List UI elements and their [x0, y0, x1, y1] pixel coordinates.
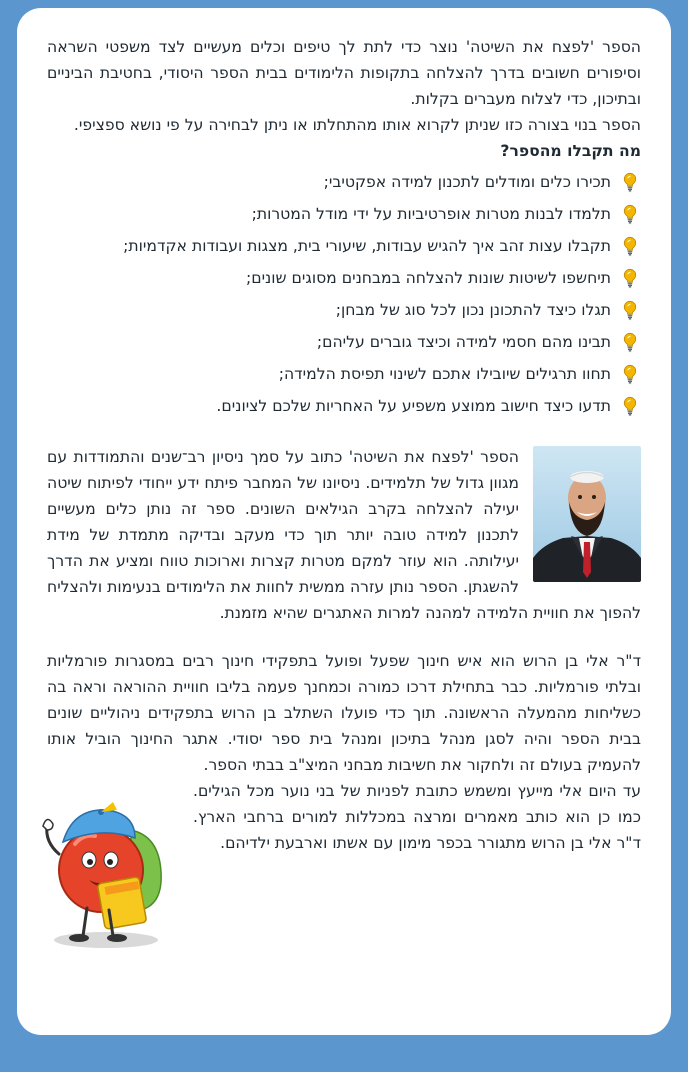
mascot-illustration: [31, 780, 181, 950]
benefit-item: [47, 358, 641, 390]
benefit-text: תגלו כיצד להתכונן נכון לכל סוג של מבחן;: [335, 301, 611, 319]
benefit-item: [47, 294, 641, 326]
benefit-text: תקבלו עצות זהב איך להגיש עבודות, שיעורי בית, מצגות ועבודות אקדמיות;: [123, 237, 611, 255]
benefits-heading: מה תקבלו מהספר?: [500, 142, 641, 160]
benefit-text: תכירו כלים ומודלים לתכנון למידה אפקטיבי;: [323, 173, 611, 191]
benefits-list: [47, 166, 641, 422]
lightbulb-icon: [619, 299, 641, 321]
lightbulb-icon: [619, 363, 641, 385]
intro-paragraph-1: הספר 'לפצח את השיטה' נוצר כדי לתת לך טיפים וכלים מעשיים לצד משפטי השראה וסיפורים חשובים בדרך להצלחה בתקופות הלימודים בבית הספר היסודי, בחטיבת הביניים ובתיכון, כדי לצלוח מעברים בקלות.: [47, 38, 641, 108]
lightbulb-icon: [619, 171, 641, 193]
benefit-text: תחוו תרגילים שיובילו אתכם לשינוי תפיסת הלמידה;: [278, 365, 611, 383]
about-book-paragraph: הספר 'לפצח את השיטה' כתוב על סמך ניסיון רב־שנים והתמודדות עם מגוון גדול של תלמידים. ניסיונו של המחבר פיתח ידע ייחודי לפיתוח שיטה יעילה להצלחה בקרב הגילאים השונים. ספר זה נותן כלים מעשיים לתכנון למידה טובה יותר תוך כדי מעקב ובדיקה מתמדת של מידת יעילותה. הוא עוזר למקם מטרות קצרות וארוכות טווח ומציע את הדרך להשגתן. הספר נותן עזרה ממשית לחוות את הלימודים בנעימות ולהצליח להפוך את חוויית הלמידה למהנה למרות האתגרים שהיא מזמנת.: [47, 448, 641, 622]
lightbulb-icon: [619, 395, 641, 417]
intro-paragraph-2: הספר בנוי בצורה כזו שניתן לקרוא אותו מהתחלתו או ניתן לבחירה על פי נושא ספציפי.: [73, 116, 641, 134]
benefit-item: [47, 166, 641, 198]
benefit-text: תלמדו לבנות מטרות אופרטיביות על ידי מודל המטרות;: [251, 205, 611, 223]
about-author-paragraph-2: עד היום אלי מייעץ ומשמש כתובת לפניות של בני נוער מכל הגילים. כמו כן הוא כותב מאמרים ומרצה במכללות למורים ברחבי הארץ. ד"ר אלי בן הרוש מתגורר בכפר מימון עם אשתו וארבעת ילדיהם.: [193, 782, 641, 852]
about-book-section: [47, 444, 641, 626]
benefit-item: [47, 326, 641, 358]
benefit-text: תיחשפו לשיטות שונות להצלחה במבחנים מסוגים שונים;: [245, 269, 611, 287]
author-photo: [533, 446, 641, 582]
benefit-item: [47, 390, 641, 422]
about-author-section: [47, 648, 641, 856]
lightbulb-icon: [619, 331, 641, 353]
content-card: [17, 8, 671, 1035]
lightbulb-icon: [619, 203, 641, 225]
benefit-item: [47, 230, 641, 262]
about-author-paragraph-1: ד"ר אלי בן הרוש הוא איש חינוך שפעל ופועל בתפקידי חינוך רבים במסגרות פורמליות ובלתי פורמליות. כבר בתחילת דרכו כמורה וכמחנך פעמה בליבו חוויית ההוראה וראה בה כשליחות מהמעלה הראשונה. תוך כדי פועלו השתלב בן הרוש בתפקידים ניהוליים שונים בבית הספר והיה לסגן מנהל בתיכון ומנהל בית ספר יסודי. אתגר החינוך הוביל אותו להעמיק בעולם זה ולחקור את חשיבות מבחני המיצ"ב בבתי הספר.: [47, 652, 641, 774]
benefit-item: [47, 262, 641, 294]
page-content: [47, 34, 641, 950]
benefit-item: [47, 198, 641, 230]
benefit-text: תדעו כיצד חישוב ממוצע משפיע על האחריות שלכם לציונים.: [216, 397, 611, 415]
benefit-text: תבינו מהם חסמי למידה וכיצד גוברים עליהם;: [316, 333, 611, 351]
lightbulb-icon: [619, 267, 641, 289]
lightbulb-icon: [619, 235, 641, 257]
